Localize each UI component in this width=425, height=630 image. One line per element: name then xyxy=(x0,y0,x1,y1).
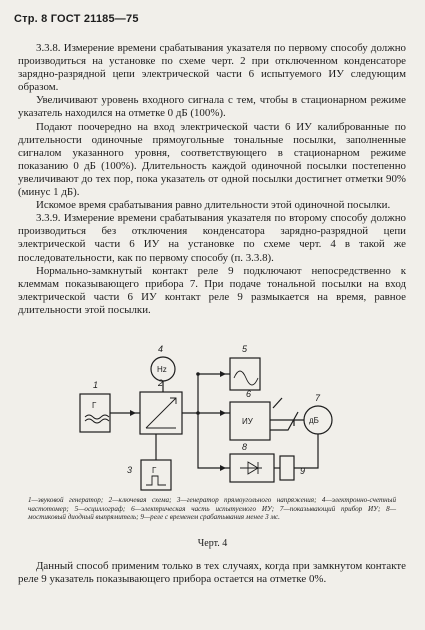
square-generator-symbol: Г xyxy=(152,466,157,475)
diagram-legend: 1—звуковой генератор; 2—ключевая схема; 3—генератор прямоугольного напряжения; 4—электронно-счетный частотомер; 5—осциллограф; 6—электрическая часть испытуемого ИУ; 7—показывающий прибор ИУ; 8—мостиковый диодный выпрямитель; 9—реле с временем срабатывания менее 3 мс. xyxy=(28,496,396,522)
page-header: Стр. 8 ГОСТ 21185—75 xyxy=(14,13,139,25)
label-7: 7 xyxy=(315,393,321,403)
label-6: 6 xyxy=(246,389,252,399)
block-generator xyxy=(80,394,110,432)
db-label: дБ xyxy=(309,416,319,425)
generator-symbol: Г xyxy=(92,401,97,410)
paragraph-pulses: Подают поочередно на вход электрической части 6 ИУ калиброванные по длительности одиночные прямоугольные тональные посылки, заполненные сигналом указанного уровня, соответствующего в стационарном режиме показанию 0 дБ (100%). Длительность каждой одиночной посылки постепенно увеличивают до тех пор, пока указатель от одной посылки достигнет отметки 90% (минус 1 дБ). xyxy=(18,120,406,199)
label-5: 5 xyxy=(242,344,248,354)
label-2: 2 xyxy=(158,378,164,388)
block-square-generator xyxy=(141,460,171,490)
block-relay xyxy=(280,456,294,480)
paragraph-closing: Данный способ применим только в тех случаях, когда при замкнутом контакте реле 9 указатель показывающего прибора остается на отметке 0%. xyxy=(18,560,406,586)
paragraph-level: Увеличивают уровень входного сигнала с тем, чтобы в стационарном режиме указатель находился на отметке 0 дБ (100%). xyxy=(18,94,406,120)
label-9: 9 xyxy=(300,466,306,476)
label-1: 1 xyxy=(93,380,99,390)
paragraph-response-time: Искомое время срабатывания равно длительности этой одиночной посылки. xyxy=(36,199,391,212)
label-3: 3 xyxy=(127,465,133,475)
label-4: 4 xyxy=(158,344,164,354)
body-text xyxy=(18,42,406,317)
hz-label: Hz xyxy=(157,365,167,374)
paragraph-3-3-8: 3.3.8. Измерение времени срабатывания указателя по первому способу должно производиться на установке по схеме черт. 2 при отключенном конденсаторе зарядно-разрядной цепи электрической части 6 испытуемого ИУ следующим образом. xyxy=(18,42,406,94)
paragraph-3-3-9: 3.3.9. Измерение времени срабатывания указателя по второму способу должно производиться без отключения конденсатора зарядно-разрядной цепи электрической части 6 ИУ на установке по схеме черт. 4 в такой же последовательности, как по первому способу (п. 3.3.8). xyxy=(18,212,406,264)
paragraph-relay: Нормально-замкнутый контакт реле 9 подключают непосредственно к клеммам показывающего прибора 7. При подаче тональной посылки на вход электрической части 6 ИУ контакт реле 9 размыкается на время, равное длительности этой посылки. xyxy=(18,264,406,316)
label-8: 8 xyxy=(242,442,248,452)
iu-label: ИУ xyxy=(242,417,253,426)
closing-text xyxy=(18,560,406,586)
figure-caption: Черт. 4 xyxy=(197,538,228,549)
schematic-diagram xyxy=(18,340,408,492)
block-oscilloscope xyxy=(230,358,260,390)
